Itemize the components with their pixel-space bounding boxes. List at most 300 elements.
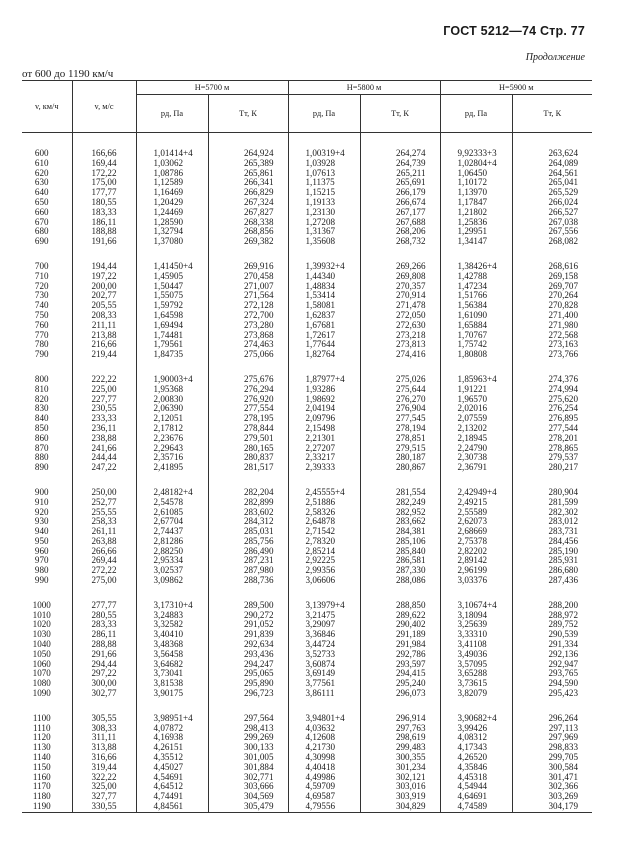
speed-ms-cell: 175,00 [72,178,136,188]
temperature-cell: 267,324 [208,198,288,208]
temperature-cell: 291,334 [512,640,592,650]
temperature-cell: 299,269 [208,733,288,743]
pressure-cell: 4,26151 [136,743,208,753]
temperature-cell: 291,052 [208,620,288,630]
pressure-cell: 3,40410 [136,630,208,640]
temperature-cell: 279,515 [360,444,440,454]
speed-ms-cell: 244,44 [72,453,136,463]
pressure-cell: 3,77561 [288,679,360,689]
pressure-cell: 2,29643 [136,444,208,454]
temperature-cell: 276,920 [208,395,288,405]
speed-kmh-cell: 1030 [22,630,72,640]
temperature-cell: 288,736 [208,576,288,586]
temperature-cell: 291,189 [360,630,440,640]
speed-ms-cell: 263,88 [72,537,136,547]
spacer-cell [360,586,440,601]
speed-kmh-cell: 1060 [22,660,72,670]
temperature-cell: 293,436 [208,650,288,660]
temperature-cell: 284,381 [360,527,440,537]
pressure-cell: 2,85214 [288,547,360,557]
pressure-cell: 1,96570 [440,395,512,405]
speed-kmh-cell: 610 [22,159,72,169]
temperature-cell: 269,916 [208,262,288,272]
temperature-cell: 276,254 [512,404,592,414]
pressure-cell: 2,21301 [288,434,360,444]
pressure-cell: 4,03632 [288,724,360,734]
pressure-cell: 2,17812 [136,424,208,434]
speed-ms-cell: 277,77 [72,601,136,611]
temperature-cell: 292,136 [512,650,592,660]
pressure-cell: 2,68669 [440,527,512,537]
spacer-cell [288,247,360,262]
speed-ms-cell: 266,66 [72,547,136,557]
temperature-cell: 287,980 [208,566,288,576]
table-row [22,802,592,812]
speed-kmh-cell: 1180 [22,792,72,802]
pressure-cell: 1,87977+4 [288,375,360,385]
temperature-cell: 278,194 [360,424,440,434]
pressure-cell: 1,79561 [136,340,208,350]
pressure-cell: 1,64598 [136,311,208,321]
pressure-cell: 1,74481 [136,331,208,341]
temperature-cell: 265,861 [208,169,288,179]
speed-kmh-cell: 720 [22,282,72,292]
pressure-cell: 4,84561 [136,802,208,812]
pressure-cell: 1,62837 [288,311,360,321]
pressure-cell: 1,39932+4 [288,262,360,272]
spacer-cell [440,360,512,375]
temperature-cell: 268,082 [512,237,592,247]
col-header-temperature: Tт, К [360,95,440,133]
col-header-pressure: pд, Па [440,95,512,133]
temperature-cell: 294,590 [512,679,592,689]
pressure-cell: 3,09862 [136,576,208,586]
pressure-cell: 1,00319+4 [288,149,360,159]
pressure-cell: 1,61090 [440,311,512,321]
temperature-cell: 279,537 [512,453,592,463]
group-spacer [22,699,592,714]
speed-kmh-cell: 1020 [22,620,72,630]
spacer-cell [360,247,440,262]
spacer-cell [136,133,208,150]
temperature-cell: 282,899 [208,498,288,508]
pressure-cell: 1,90003+4 [136,375,208,385]
pressure-cell: 2,09796 [288,414,360,424]
temperature-cell: 302,771 [208,773,288,783]
temperature-cell: 275,620 [512,395,592,405]
temperature-cell: 265,529 [512,188,592,198]
speed-ms-cell: 300,00 [72,679,136,689]
speed-kmh-cell: 760 [22,321,72,331]
speed-kmh-cell: 880 [22,453,72,463]
pressure-cell: 3,41108 [440,640,512,650]
temperature-cell: 265,691 [360,178,440,188]
speed-ms-cell: 225,00 [72,385,136,395]
temperature-cell: 278,844 [208,424,288,434]
col-header-speed-kmh: v, км/ч [22,81,72,133]
speed-ms-cell: 297,22 [72,669,136,679]
spacer-cell [22,473,72,488]
temperature-cell: 282,302 [512,508,592,518]
pressure-cell: 1,38426+4 [440,262,512,272]
speed-ms-cell: 261,11 [72,527,136,537]
pressure-cell: 4,17343 [440,743,512,753]
col-header-temperature: Tт, К [512,95,592,133]
pressure-cell: 3,73041 [136,669,208,679]
speed-kmh-cell: 790 [22,350,72,360]
speed-ms-cell: 305,55 [72,714,136,724]
speed-kmh-cell: 690 [22,237,72,247]
temperature-cell: 282,249 [360,498,440,508]
pressure-cell: 1,27208 [288,218,360,228]
pressure-cell: 2,92225 [288,556,360,566]
pressure-cell: 2,58326 [288,508,360,518]
pressure-cell: 2,33217 [288,453,360,463]
pressure-cell: 1,91221 [440,385,512,395]
pressure-cell: 1,51766 [440,291,512,301]
temperature-cell: 280,165 [208,444,288,454]
pressure-cell: 3,18094 [440,611,512,621]
temperature-cell: 304,829 [360,802,440,812]
pressure-cell: 2,89142 [440,556,512,566]
temperature-cell: 290,539 [512,630,592,640]
temperature-cell: 280,187 [360,453,440,463]
temperature-cell: 295,890 [208,679,288,689]
temperature-cell: 275,026 [360,375,440,385]
spacer-cell [136,360,208,375]
speed-ms-cell: 330,55 [72,802,136,812]
speed-kmh-cell: 870 [22,444,72,454]
speed-ms-cell: 180,55 [72,198,136,208]
pressure-cell: 2,64878 [288,517,360,527]
speed-ms-cell: 252,77 [72,498,136,508]
temperature-cell: 285,031 [208,527,288,537]
temperature-cell: 281,517 [208,463,288,473]
speed-kmh-cell: 820 [22,395,72,405]
speed-kmh-cell: 770 [22,331,72,341]
temperature-cell: 273,218 [360,331,440,341]
speed-ms-cell: 288,88 [72,640,136,650]
speed-ms-cell: 219,44 [72,350,136,360]
speed-ms-cell: 319,44 [72,763,136,773]
speed-kmh-cell: 1000 [22,601,72,611]
speed-kmh-cell: 800 [22,375,72,385]
pressure-cell: 4,40418 [288,763,360,773]
temperature-cell: 301,471 [512,773,592,783]
spacer-cell [208,247,288,262]
speed-kmh-cell: 750 [22,311,72,321]
pressure-cell: 3,69149 [288,669,360,679]
temperature-cell: 281,599 [512,498,592,508]
temperature-cell: 274,376 [512,375,592,385]
speed-ms-cell: 227,77 [72,395,136,405]
speed-kmh-cell: 940 [22,527,72,537]
speed-kmh-cell: 990 [22,576,72,586]
pressure-cell: 4,74589 [440,802,512,812]
speed-ms-cell: 208,33 [72,311,136,321]
temperature-cell: 287,231 [208,556,288,566]
temperature-cell: 296,073 [360,689,440,699]
spacer-cell [136,247,208,262]
pressure-cell: 1,75742 [440,340,512,350]
pressure-cell: 3,32582 [136,620,208,630]
temperature-cell: 297,564 [208,714,288,724]
temperature-cell: 279,501 [208,434,288,444]
temperature-cell: 267,556 [512,227,592,237]
pressure-cell: 1,15215 [288,188,360,198]
pressure-cell: 2,81286 [136,537,208,547]
temperature-cell: 285,190 [512,547,592,557]
temperature-cell: 271,400 [512,311,592,321]
temperature-cell: 276,904 [360,404,440,414]
pressure-cell: 3,48368 [136,640,208,650]
speed-ms-cell: 327,77 [72,792,136,802]
speed-kmh-cell: 960 [22,547,72,557]
pressure-cell: 1,80808 [440,350,512,360]
temperature-cell: 284,456 [512,537,592,547]
spacer-cell [512,247,592,262]
spacer-cell [22,586,72,601]
temperature-cell: 292,634 [208,640,288,650]
speed-ms-cell: 222,22 [72,375,136,385]
temperature-cell: 280,217 [512,463,592,473]
pressure-cell: 2,82202 [440,547,512,557]
speed-ms-cell: 205,55 [72,301,136,311]
speed-ms-cell: 213,88 [72,331,136,341]
temperature-cell: 286,490 [208,547,288,557]
speed-ms-cell: 322,22 [72,773,136,783]
pressure-cell: 1,53414 [288,291,360,301]
pressure-cell: 2,02016 [440,404,512,414]
temperature-cell: 294,247 [208,660,288,670]
speed-ms-cell: 272,22 [72,566,136,576]
pressure-cell: 2,78320 [288,537,360,547]
pressure-cell: 1,03928 [288,159,360,169]
pressure-cell: 3,81538 [136,679,208,689]
temperature-cell: 304,569 [208,792,288,802]
pressure-cell: 3,10674+4 [440,601,512,611]
speed-kmh-cell: 670 [22,218,72,228]
temperature-cell: 278,195 [208,414,288,424]
temperature-cell: 288,850 [360,601,440,611]
temperature-cell: 268,856 [208,227,288,237]
speed-kmh-cell: 1080 [22,679,72,689]
pressure-cell: 9,92333+3 [440,149,512,159]
pressure-cell: 3,86111 [288,689,360,699]
pressure-cell: 4,79556 [288,802,360,812]
pressure-cell: 2,35716 [136,453,208,463]
temperature-cell: 284,312 [208,517,288,527]
temperature-cell: 292,947 [512,660,592,670]
speed-ms-cell: 250,00 [72,488,136,498]
spacer-cell [512,586,592,601]
pressure-cell: 2,39333 [288,463,360,473]
pressure-cell: 3,06606 [288,576,360,586]
pressure-cell: 1,25836 [440,218,512,228]
pressure-cell: 4,45318 [440,773,512,783]
pressure-cell: 2,41895 [136,463,208,473]
speed-ms-cell: 325,00 [72,782,136,792]
temperature-cell: 285,106 [360,537,440,547]
temperature-cell: 300,355 [360,753,440,763]
spacer-cell [136,586,208,601]
pressure-cell: 2,55589 [440,508,512,518]
speed-ms-cell: 186,11 [72,218,136,228]
table-row [22,576,592,586]
temperature-cell: 276,895 [512,414,592,424]
speed-kmh-cell: 620 [22,169,72,179]
pressure-cell: 2,45555+4 [288,488,360,498]
speed-kmh-cell: 810 [22,385,72,395]
pressure-cell: 4,26520 [440,753,512,763]
speed-kmh-cell: 630 [22,178,72,188]
speed-ms-cell: 211,11 [72,321,136,331]
pressure-cell: 2,13202 [440,424,512,434]
speed-ms-cell: 302,77 [72,689,136,699]
temperature-cell: 273,813 [360,340,440,350]
col-header-speed-ms: v, м/с [72,81,136,133]
spacer-cell [512,133,592,150]
pressure-cell: 2,54578 [136,498,208,508]
pressure-cell: 3,44724 [288,640,360,650]
speed-ms-cell: 286,11 [72,630,136,640]
temperature-cell: 300,133 [208,743,288,753]
pressure-cell: 1,70767 [440,331,512,341]
speed-kmh-cell: 890 [22,463,72,473]
altitude-header-3: H=5900 м [440,81,592,95]
spacer-cell [360,360,440,375]
temperature-cell: 290,272 [208,611,288,621]
temperature-cell: 266,179 [360,188,440,198]
pressure-cell: 1,23130 [288,208,360,218]
temperature-cell: 304,179 [512,802,592,812]
speed-ms-cell: 194,44 [72,262,136,272]
temperature-cell: 273,868 [208,331,288,341]
table-header [22,81,592,133]
temperature-cell: 266,829 [208,188,288,198]
temperature-cell: 266,674 [360,198,440,208]
pressure-cell: 2,88250 [136,547,208,557]
temperature-cell: 271,007 [208,282,288,292]
speed-ms-cell: 216,66 [72,340,136,350]
pressure-cell: 1,93286 [288,385,360,395]
pressure-cell: 1,01414+4 [136,149,208,159]
pressure-cell: 2,74437 [136,527,208,537]
speed-ms-cell: 202,77 [72,291,136,301]
temperature-cell: 295,423 [512,689,592,699]
pressure-cell: 1,13970 [440,188,512,198]
temperature-cell: 296,914 [360,714,440,724]
speed-ms-cell: 316,66 [72,753,136,763]
pressure-cell: 1,50447 [136,282,208,292]
speed-ms-cell: 191,66 [72,237,136,247]
temperature-cell: 303,016 [360,782,440,792]
speed-ms-cell: 236,11 [72,424,136,434]
temperature-cell: 285,931 [512,556,592,566]
page-header: ГОСТ 5212—74 Стр. 77 [443,24,585,38]
pressure-cell: 3,52733 [288,650,360,660]
temperature-cell: 282,204 [208,488,288,498]
pressure-cell: 1,03062 [136,159,208,169]
pressure-cell: 1,42788 [440,272,512,282]
temperature-cell: 281,554 [360,488,440,498]
pressure-cell: 1,21802 [440,208,512,218]
speed-ms-cell: 308,33 [72,724,136,734]
pressure-cell: 2,75378 [440,537,512,547]
pressure-cell: 1,67681 [288,321,360,331]
temperature-cell: 273,766 [512,350,592,360]
speed-ms-cell: 169,44 [72,159,136,169]
speed-kmh-cell: 740 [22,301,72,311]
col-header-pressure: pд, Па [288,95,360,133]
speed-kmh-cell: 1070 [22,669,72,679]
pressure-cell: 3,17310+4 [136,601,208,611]
speed-ms-cell: 275,00 [72,576,136,586]
pressure-cell: 2,27207 [288,444,360,454]
temperature-cell: 282,952 [360,508,440,518]
pressure-cell: 1,45905 [136,272,208,282]
speed-kmh-cell: 600 [22,149,72,159]
spacer-cell [72,586,136,601]
temperature-cell: 274,463 [208,340,288,350]
temperature-cell: 288,086 [360,576,440,586]
spacer-cell [512,360,592,375]
temperature-cell: 274,416 [360,350,440,360]
temperature-cell: 283,731 [512,527,592,537]
pressure-cell: 1,37080 [136,237,208,247]
temperature-cell: 303,666 [208,782,288,792]
speed-ms-cell: 255,55 [72,508,136,518]
temperature-cell: 264,924 [208,149,288,159]
speed-kmh-cell: 1140 [22,753,72,763]
temperature-cell: 285,756 [208,537,288,547]
pressure-cell: 3,94801+4 [288,714,360,724]
pressure-cell: 3,90175 [136,689,208,699]
pressure-cell: 4,49986 [288,773,360,783]
spacer-cell [440,133,512,150]
speed-kmh-cell: 780 [22,340,72,350]
pressure-cell: 2,30738 [440,453,512,463]
temperature-cell: 269,382 [208,237,288,247]
temperature-cell: 300,584 [512,763,592,773]
speed-kmh-cell: 1100 [22,714,72,724]
speed-kmh-cell: 950 [22,537,72,547]
temperature-cell: 296,723 [208,689,288,699]
pressure-cell: 3,73615 [440,679,512,689]
temperature-cell: 298,833 [512,743,592,753]
pressure-cell: 1,48834 [288,282,360,292]
speed-kmh-cell: 680 [22,227,72,237]
temperature-cell: 285,840 [360,547,440,557]
temperature-cell: 277,554 [208,404,288,414]
pressure-cell: 1,28590 [136,218,208,228]
temperature-cell: 296,264 [512,714,592,724]
pressure-cell: 4,45027 [136,763,208,773]
pressure-cell: 1,59792 [136,301,208,311]
temperature-cell: 275,066 [208,350,288,360]
temperature-cell: 299,483 [360,743,440,753]
speed-ms-cell: 183,33 [72,208,136,218]
temperature-cell: 295,065 [208,669,288,679]
pressure-cell: 4,30998 [288,753,360,763]
spacer-cell [72,699,136,714]
pressure-cell: 3,56458 [136,650,208,660]
pressure-cell: 1,56384 [440,301,512,311]
altitude-header-1: H=5700 м [136,81,288,95]
temperature-cell: 265,389 [208,159,288,169]
speed-kmh-cell: 830 [22,404,72,414]
spacer-cell [288,473,360,488]
